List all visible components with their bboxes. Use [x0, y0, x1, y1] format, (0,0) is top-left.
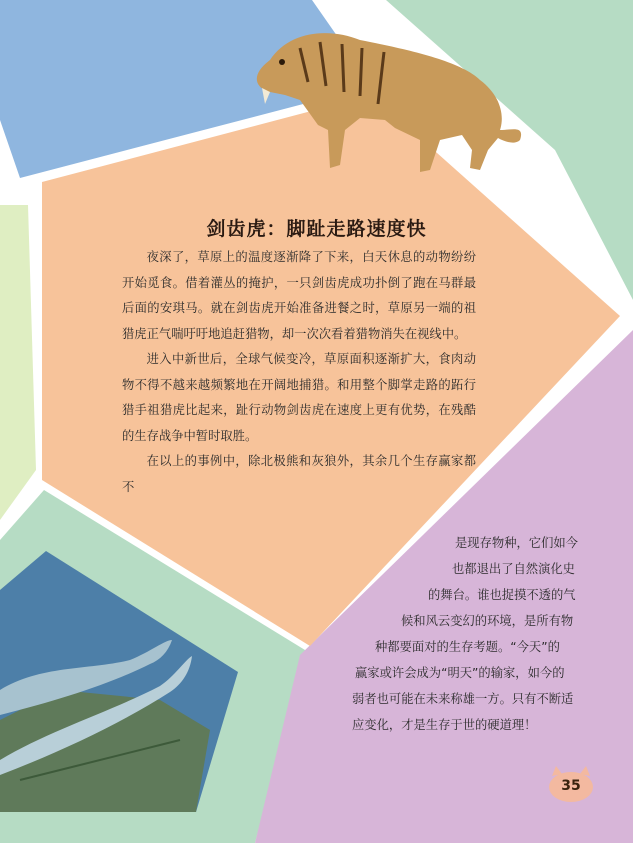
continuation-line: 也都退出了自然演化史	[452, 562, 575, 576]
paragraph: 在以上的事例中，除北极熊和灰狼外，其余几个生存赢家都不	[122, 454, 476, 494]
continuation-line: 弱者也可能在未来称雄一方。只有不断适	[352, 692, 574, 706]
article-body	[122, 245, 476, 500]
continuation-line: 的舞台。谁也捉摸不透的气	[428, 588, 576, 602]
page-number: 35	[561, 778, 581, 794]
continuation-line: 赢家或许会成为“明天”的输家，如今的	[355, 666, 565, 680]
continuation-line: 应变化，才是生存于世的硬道理！	[352, 718, 537, 732]
continuation-line: 候和风云变幻的环境，是所有物	[401, 614, 574, 628]
continuation-line: 种都要面对的生存考题。“今天”的	[375, 640, 560, 654]
article-title: 剑齿虎：脚趾走路速度快	[206, 218, 427, 240]
continuation-line: 是现存物种，它们如今	[455, 536, 578, 550]
paragraph: 夜深了，草原上的温度逐渐降了下来，白天休息的动物纷纷开始觅食。借着灌丛的掩护，一只剑齿虎成功扑倒了跑在马群最后面的安琪马。就在剑齿虎开始准备进餐之时，草原另一端的祖猎虎正气喘吁吁地追赶猎物，却一次次看着猎物消失在视线中。	[122, 250, 476, 341]
paragraph: 进入中新世后，全球气候变冷，草原面积逐渐扩大，食肉动物不得不越来越频繁地在开阔地捕猎。和用整个脚掌走路的跖行猎手祖猎虎比起来，趾行动物剑齿虎在速度上更有优势，在残酷的生存战争中暂时取胜。	[122, 352, 476, 443]
